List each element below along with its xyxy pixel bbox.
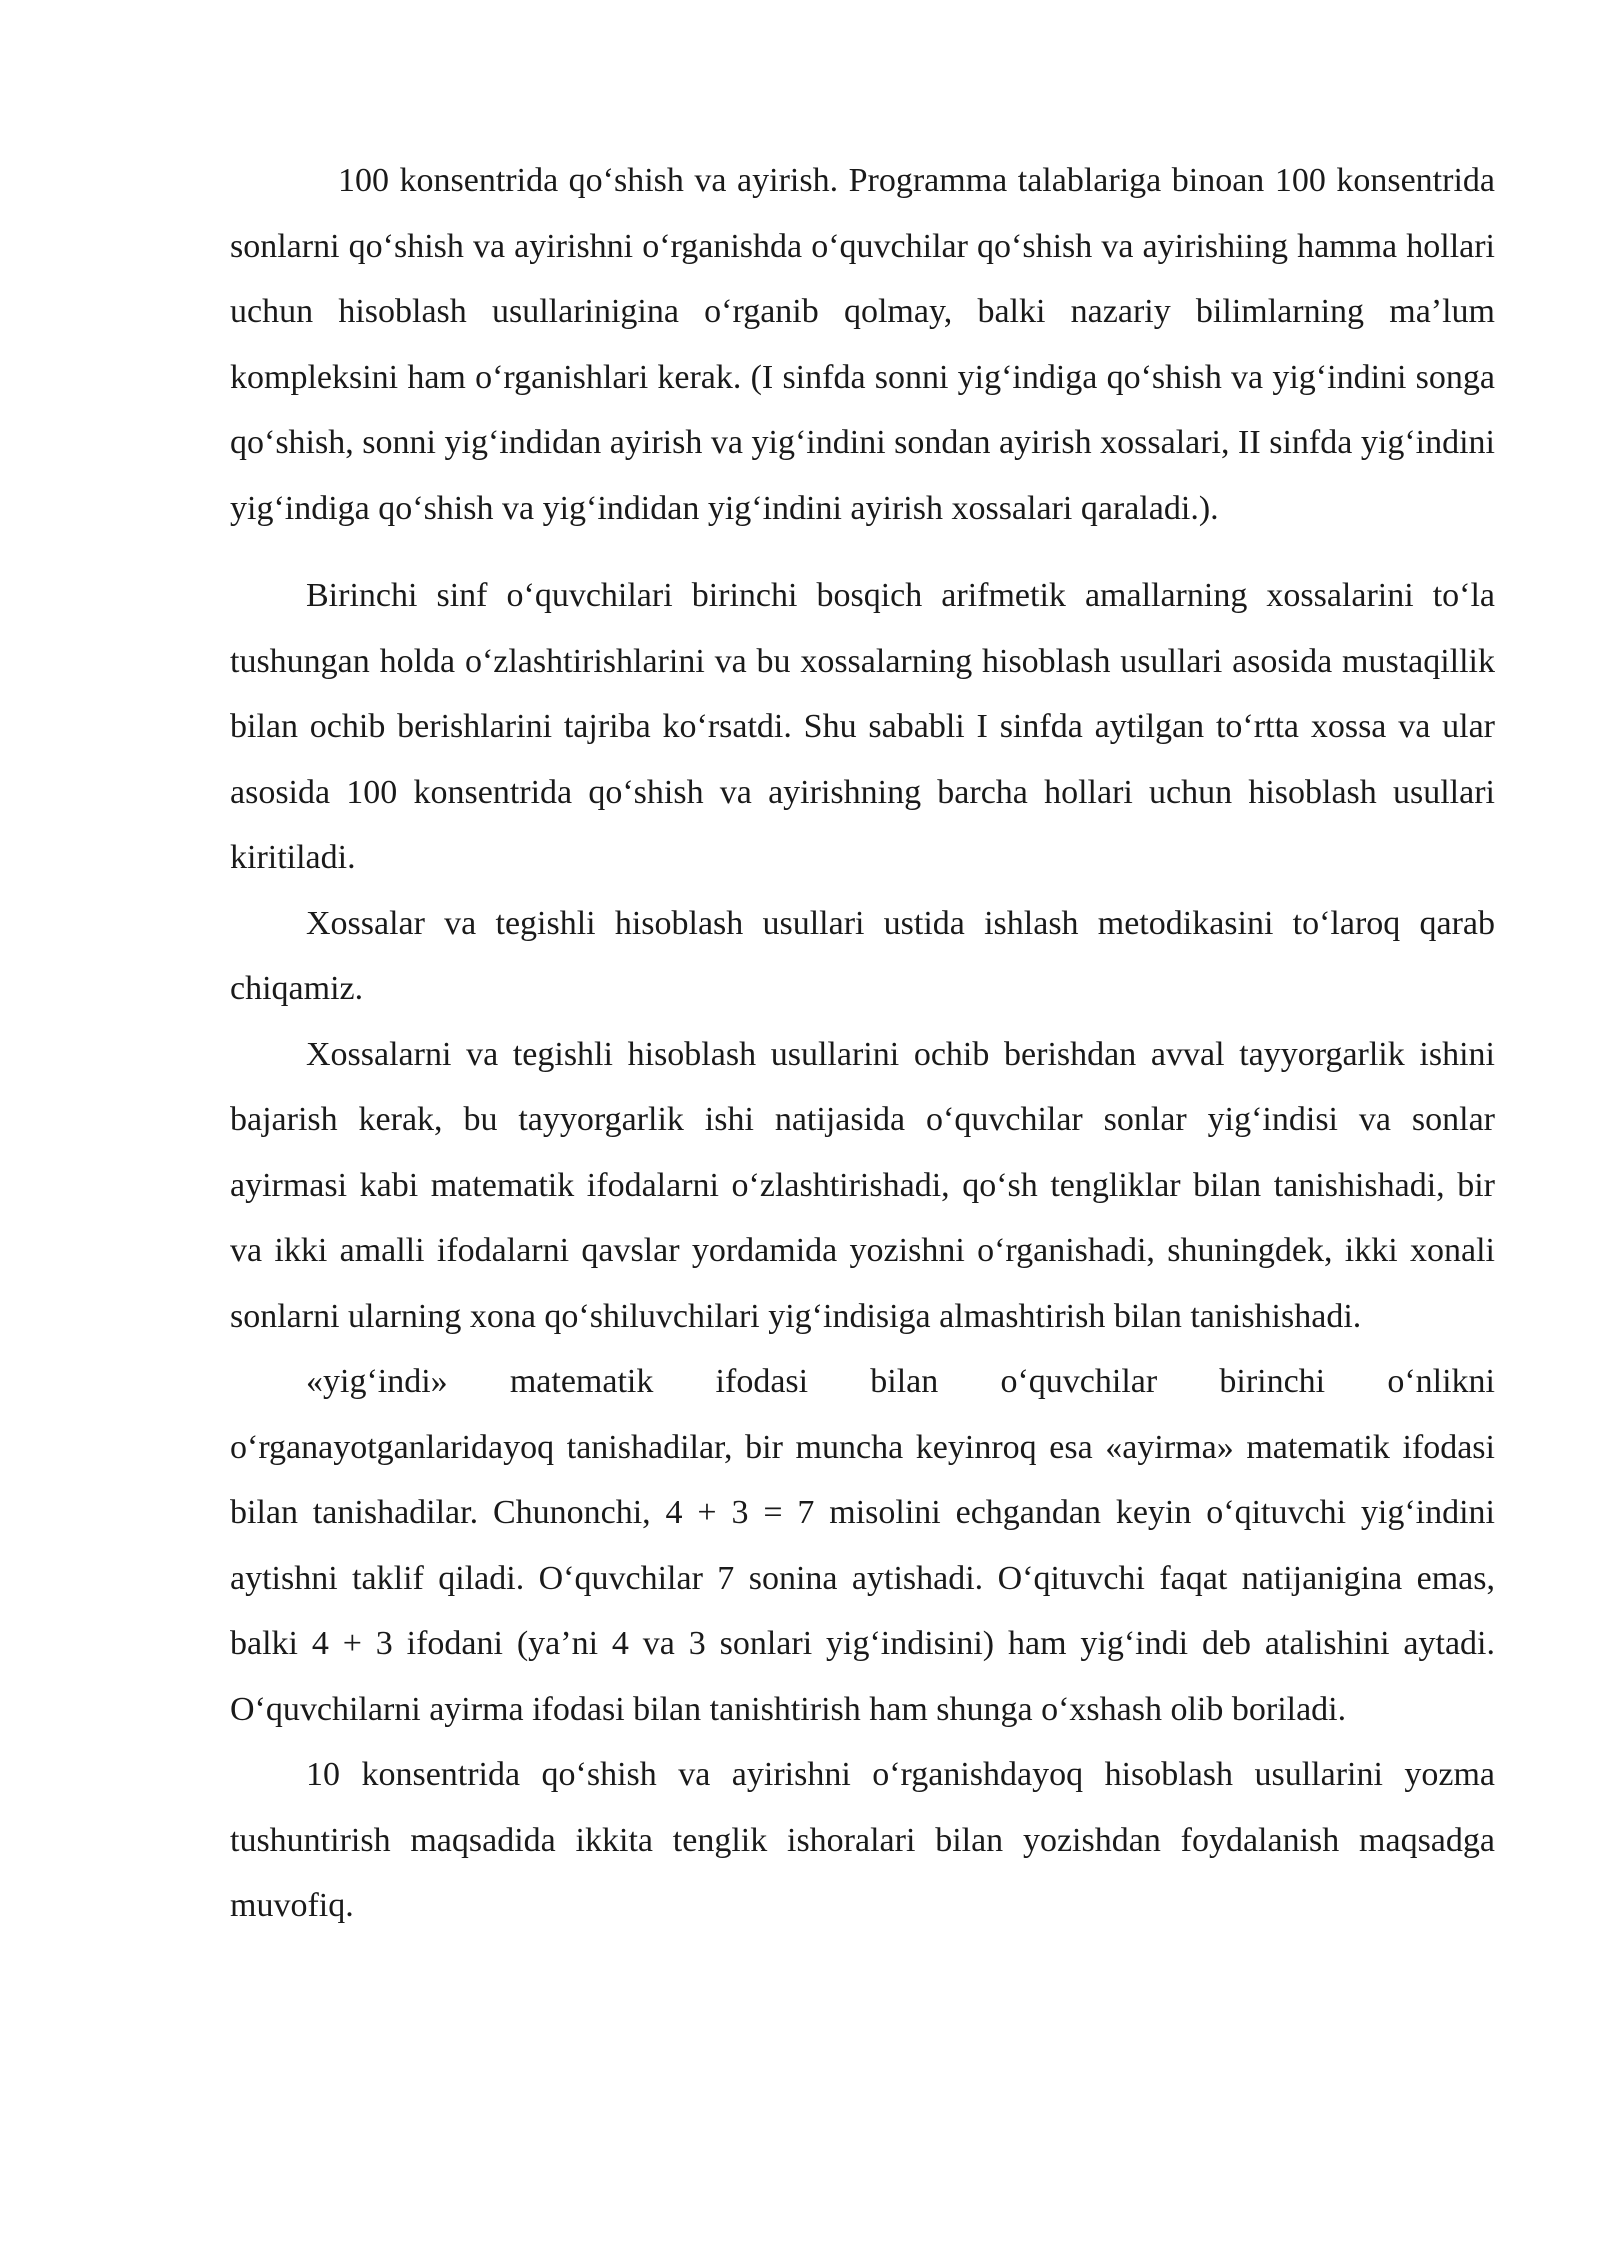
paragraph-methodology: Xossalar va tegishli hisoblash usullari ustida ishlash metodikasini to‘laroq qarab chiqamiz. — [230, 904, 1495, 1007]
paragraph-addition-subtraction-intro: 100 konsentrida qo‘shish va ayirish. Programma talablariga binoan 100 konsentrida sonlarni qo‘shish va ayirishni o‘rganishda o‘quvchilar qo‘shish va ayirishiing hamma hollari uchun hisoblash usullarinigina o‘rganib qolmay, balki nazariy bilimlarning ma’lum kompleksini ham o‘rganishlari kerak. (I sinfda sonni yig‘indiga qo‘shish va yig‘indini songa qo‘shish, sonni yig‘indidan ayirish va yig‘indini sondan ayirish xossalari, II sinfda yig‘indini yig‘indiga qo‘shish va yig‘indidan yig‘indini ayirish xossalari qaraladi.). — [230, 162, 1495, 527]
document-body — [230, 148, 1495, 1939]
paragraph-sum-difference-expressions: «yig‘indi» matematik ifodasi bilan o‘quvchilar birinchi o‘nlikni o‘rganayotganlaridayoq tanishadilar, bir muncha keyinroq esa «ayirma» matematik ifodasi bilan tanishadilar. Chunonchi, 4 + 3 = 7 misolini echgandan keyin o‘qituvchi yig‘indini aytishni taklif qiladi. O‘quvchilar 7 sonina aytishadi. O‘qituvchi faqat natijanigina emas, balki 4 + 3 ifodani (ya’ni 4 va 3 sonlari yig‘indisini) ham yig‘indi deb atalishini aytadi. O‘quvchilarni ayirma ifodasi bilan tanishtirish ham shunga o‘xshash olib boriladi. — [230, 1363, 1495, 1728]
paragraph-preparation-work: Xossalarni va tegishli hisoblash usullarini ochib berishdan avval tayyorgarlik ishini bajarish kerak, bu tayyorgarlik ishi natijasida o‘quvchilar sonlar yig‘indisi va sonlar ayirmasi kabi matematik ifodalarni o‘zlashtirishadi, qo‘sh tengliklar bilan tanishishadi, bir va ikki amalli ifodalarni qavslar yordamida yozishni o‘rganishadi, shuningdek, ikki xonali sonlarni ularning xona qo‘shiluvchilari yig‘indisiga almashtirish bilan tanishishadi. — [230, 1035, 1495, 1335]
paragraph-written-explanation: 10 konsentrida qo‘shish va ayirishni o‘rganishdayoq hisoblash usullarini yozma tushuntirish maqsadida ikkita tenglik ishoralari bilan yozishdan foydalanish maqsadga muvofiq. — [230, 1756, 1495, 1924]
paragraph-first-grade-properties: Birinchi sinf o‘quvchilari birinchi bosqich arifmetik amallarning xossalarini to‘la tushungan holda o‘zlashtirishlarini va bu xossalarning hisoblash usullari asosida mustaqillik bilan ochib berishlarini tajriba ko‘rsatdi. Shu sababli I sinfda aytilgan to‘rtta xossa va ular asosida 100 konsentrida qo‘shish va ayirishning barcha hollari uchun hisoblash usullari kiritiladi. — [230, 577, 1495, 876]
